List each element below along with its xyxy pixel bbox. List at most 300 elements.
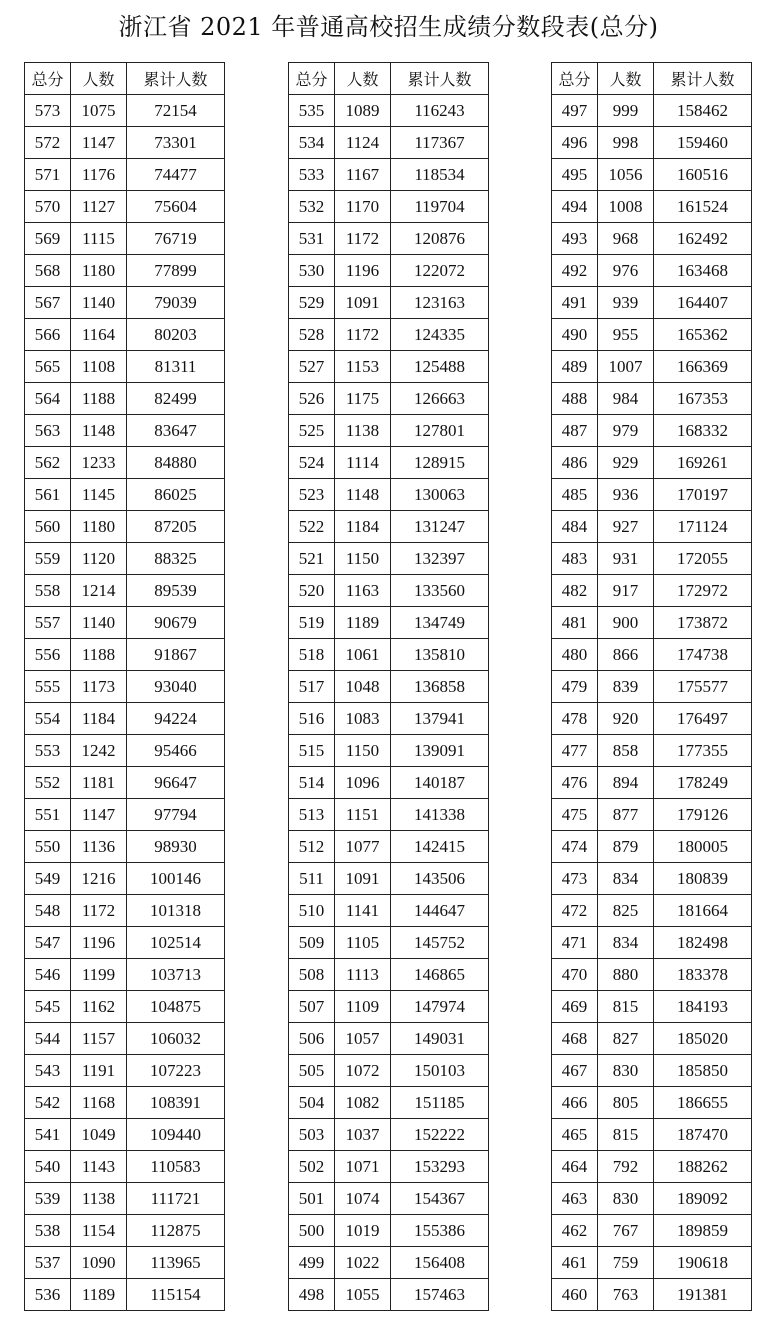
cumulative-cell: 79039 bbox=[127, 287, 225, 319]
score-cell: 570 bbox=[25, 191, 71, 223]
count-cell: 1147 bbox=[71, 127, 127, 159]
score-cell: 499 bbox=[289, 1247, 335, 1279]
score-cell: 477 bbox=[552, 735, 598, 767]
table-row bbox=[552, 1119, 752, 1151]
cumulative-cell: 163468 bbox=[654, 255, 752, 287]
cumulative-cell: 120876 bbox=[391, 223, 489, 255]
table-row bbox=[25, 1279, 225, 1311]
score-cell: 567 bbox=[25, 287, 71, 319]
table-row bbox=[289, 799, 489, 831]
score-cell: 505 bbox=[289, 1055, 335, 1087]
table-row bbox=[552, 1055, 752, 1087]
cumulative-cell: 123163 bbox=[391, 287, 489, 319]
count-cell: 1153 bbox=[335, 351, 391, 383]
count-cell: 763 bbox=[598, 1279, 654, 1311]
cumulative-cell: 187470 bbox=[654, 1119, 752, 1151]
cumulative-cell: 150103 bbox=[391, 1055, 489, 1087]
score-cell: 489 bbox=[552, 351, 598, 383]
score-cell: 496 bbox=[552, 127, 598, 159]
count-cell: 1148 bbox=[71, 415, 127, 447]
count-cell: 920 bbox=[598, 703, 654, 735]
score-cell: 556 bbox=[25, 639, 71, 671]
table-row bbox=[289, 479, 489, 511]
count-cell: 1172 bbox=[335, 319, 391, 351]
cumulative-cell: 125488 bbox=[391, 351, 489, 383]
header-count: 人数 bbox=[335, 63, 391, 95]
count-cell: 834 bbox=[598, 927, 654, 959]
count-cell: 815 bbox=[598, 1119, 654, 1151]
score-cell: 551 bbox=[25, 799, 71, 831]
score-cell: 501 bbox=[289, 1183, 335, 1215]
score-cell: 472 bbox=[552, 895, 598, 927]
table-row bbox=[25, 1055, 225, 1087]
score-cell: 560 bbox=[25, 511, 71, 543]
table-row bbox=[552, 735, 752, 767]
table-row bbox=[25, 575, 225, 607]
header-count: 人数 bbox=[598, 63, 654, 95]
score-cell: 573 bbox=[25, 95, 71, 127]
table-row bbox=[552, 895, 752, 927]
count-cell: 1072 bbox=[335, 1055, 391, 1087]
count-cell: 1090 bbox=[71, 1247, 127, 1279]
table-row bbox=[25, 447, 225, 479]
cumulative-cell: 176497 bbox=[654, 703, 752, 735]
cumulative-cell: 189859 bbox=[654, 1215, 752, 1247]
count-cell: 1077 bbox=[335, 831, 391, 863]
page-title: 浙江省 2021 年普通高校招生成绩分数段表(总分) bbox=[118, 13, 659, 41]
score-cell: 553 bbox=[25, 735, 71, 767]
cumulative-cell: 145752 bbox=[391, 927, 489, 959]
score-cell: 552 bbox=[25, 767, 71, 799]
table-row bbox=[25, 223, 225, 255]
cumulative-cell: 152222 bbox=[391, 1119, 489, 1151]
count-cell: 1150 bbox=[335, 735, 391, 767]
cumulative-cell: 132397 bbox=[391, 543, 489, 575]
score-cell: 543 bbox=[25, 1055, 71, 1087]
table-row bbox=[289, 831, 489, 863]
cumulative-cell: 140187 bbox=[391, 767, 489, 799]
count-cell: 984 bbox=[598, 383, 654, 415]
table-row bbox=[552, 863, 752, 895]
cumulative-cell: 82499 bbox=[127, 383, 225, 415]
table-row bbox=[289, 703, 489, 735]
table-row bbox=[289, 319, 489, 351]
score-cell: 534 bbox=[289, 127, 335, 159]
cumulative-cell: 179126 bbox=[654, 799, 752, 831]
score-cell: 548 bbox=[25, 895, 71, 927]
cumulative-cell: 185020 bbox=[654, 1023, 752, 1055]
score-cell: 490 bbox=[552, 319, 598, 351]
count-cell: 858 bbox=[598, 735, 654, 767]
cumulative-cell: 101318 bbox=[127, 895, 225, 927]
cumulative-cell: 90679 bbox=[127, 607, 225, 639]
count-cell: 1189 bbox=[335, 607, 391, 639]
score-cell: 550 bbox=[25, 831, 71, 863]
count-cell: 1136 bbox=[71, 831, 127, 863]
cumulative-cell: 109440 bbox=[127, 1119, 225, 1151]
score-cell: 506 bbox=[289, 1023, 335, 1055]
count-cell: 900 bbox=[598, 607, 654, 639]
score-cell: 510 bbox=[289, 895, 335, 927]
table-row bbox=[25, 607, 225, 639]
count-cell: 1008 bbox=[598, 191, 654, 223]
count-cell: 1199 bbox=[71, 959, 127, 991]
header-total-score: 总分 bbox=[289, 63, 335, 95]
table-row bbox=[289, 575, 489, 607]
cumulative-cell: 173872 bbox=[654, 607, 752, 639]
count-cell: 1049 bbox=[71, 1119, 127, 1151]
table-row bbox=[289, 895, 489, 927]
score-cell: 481 bbox=[552, 607, 598, 639]
count-cell: 955 bbox=[598, 319, 654, 351]
count-cell: 1181 bbox=[71, 767, 127, 799]
table-row bbox=[25, 255, 225, 287]
cumulative-cell: 159460 bbox=[654, 127, 752, 159]
score-cell: 492 bbox=[552, 255, 598, 287]
score-cell: 558 bbox=[25, 575, 71, 607]
cumulative-cell: 111721 bbox=[127, 1183, 225, 1215]
count-cell: 759 bbox=[598, 1247, 654, 1279]
score-cell: 544 bbox=[25, 1023, 71, 1055]
score-cell: 561 bbox=[25, 479, 71, 511]
cumulative-cell: 133560 bbox=[391, 575, 489, 607]
count-cell: 1109 bbox=[335, 991, 391, 1023]
table-row bbox=[289, 127, 489, 159]
score-cell: 563 bbox=[25, 415, 71, 447]
table-row bbox=[25, 1247, 225, 1279]
score-cell: 571 bbox=[25, 159, 71, 191]
count-cell: 1196 bbox=[335, 255, 391, 287]
header-count: 人数 bbox=[71, 63, 127, 95]
table-row bbox=[552, 1279, 752, 1311]
count-cell: 979 bbox=[598, 415, 654, 447]
count-cell: 1170 bbox=[335, 191, 391, 223]
count-cell: 792 bbox=[598, 1151, 654, 1183]
table-row bbox=[25, 127, 225, 159]
cumulative-cell: 174738 bbox=[654, 639, 752, 671]
table-row bbox=[289, 1151, 489, 1183]
count-cell: 1180 bbox=[71, 255, 127, 287]
count-cell: 1056 bbox=[598, 159, 654, 191]
score-cell: 473 bbox=[552, 863, 598, 895]
cumulative-cell: 128915 bbox=[391, 447, 489, 479]
count-cell: 1120 bbox=[71, 543, 127, 575]
score-cell: 482 bbox=[552, 575, 598, 607]
table-row bbox=[289, 959, 489, 991]
table-row bbox=[552, 927, 752, 959]
score-cell: 521 bbox=[289, 543, 335, 575]
count-cell: 1188 bbox=[71, 383, 127, 415]
score-cell: 529 bbox=[289, 287, 335, 319]
cumulative-cell: 73301 bbox=[127, 127, 225, 159]
count-cell: 1157 bbox=[71, 1023, 127, 1055]
cumulative-cell: 149031 bbox=[391, 1023, 489, 1055]
table-row bbox=[25, 159, 225, 191]
table-row bbox=[25, 415, 225, 447]
score-cell: 476 bbox=[552, 767, 598, 799]
table-row bbox=[552, 127, 752, 159]
score-cell: 540 bbox=[25, 1151, 71, 1183]
cumulative-cell: 153293 bbox=[391, 1151, 489, 1183]
count-cell: 1115 bbox=[71, 223, 127, 255]
count-cell: 1057 bbox=[335, 1023, 391, 1055]
cumulative-cell: 95466 bbox=[127, 735, 225, 767]
table-row bbox=[25, 959, 225, 991]
table-row bbox=[25, 351, 225, 383]
cumulative-cell: 186655 bbox=[654, 1087, 752, 1119]
table-row bbox=[552, 991, 752, 1023]
cumulative-cell: 177355 bbox=[654, 735, 752, 767]
table-row bbox=[552, 351, 752, 383]
count-cell: 1242 bbox=[71, 735, 127, 767]
table-row bbox=[25, 383, 225, 415]
cumulative-cell: 116243 bbox=[391, 95, 489, 127]
cumulative-cell: 102514 bbox=[127, 927, 225, 959]
score-cell: 495 bbox=[552, 159, 598, 191]
table-row bbox=[25, 1119, 225, 1151]
cumulative-cell: 136858 bbox=[391, 671, 489, 703]
table-row bbox=[552, 1087, 752, 1119]
cumulative-cell: 165362 bbox=[654, 319, 752, 351]
score-cell: 572 bbox=[25, 127, 71, 159]
cumulative-cell: 190618 bbox=[654, 1247, 752, 1279]
score-cell: 554 bbox=[25, 703, 71, 735]
cumulative-cell: 180839 bbox=[654, 863, 752, 895]
cumulative-cell: 113965 bbox=[127, 1247, 225, 1279]
table-row bbox=[25, 671, 225, 703]
score-cell: 491 bbox=[552, 287, 598, 319]
score-cell: 547 bbox=[25, 927, 71, 959]
cumulative-cell: 142415 bbox=[391, 831, 489, 863]
score-cell: 500 bbox=[289, 1215, 335, 1247]
count-cell: 1163 bbox=[335, 575, 391, 607]
score-cell: 509 bbox=[289, 927, 335, 959]
cumulative-cell: 94224 bbox=[127, 703, 225, 735]
count-cell: 1048 bbox=[335, 671, 391, 703]
score-cell: 537 bbox=[25, 1247, 71, 1279]
score-cell: 488 bbox=[552, 383, 598, 415]
score-cell: 484 bbox=[552, 511, 598, 543]
count-cell: 1214 bbox=[71, 575, 127, 607]
cumulative-cell: 91867 bbox=[127, 639, 225, 671]
score-cell: 466 bbox=[552, 1087, 598, 1119]
count-cell: 1105 bbox=[335, 927, 391, 959]
score-cell: 465 bbox=[552, 1119, 598, 1151]
table-row bbox=[552, 223, 752, 255]
table-row bbox=[552, 479, 752, 511]
cumulative-cell: 84880 bbox=[127, 447, 225, 479]
score-cell: 508 bbox=[289, 959, 335, 991]
table-row bbox=[289, 255, 489, 287]
count-cell: 1145 bbox=[71, 479, 127, 511]
cumulative-cell: 191381 bbox=[654, 1279, 752, 1311]
cumulative-cell: 162492 bbox=[654, 223, 752, 255]
cumulative-cell: 157463 bbox=[391, 1279, 489, 1311]
count-cell: 1167 bbox=[335, 159, 391, 191]
count-cell: 999 bbox=[598, 95, 654, 127]
count-cell: 1007 bbox=[598, 351, 654, 383]
table-row bbox=[289, 415, 489, 447]
table-row bbox=[25, 1087, 225, 1119]
cumulative-cell: 108391 bbox=[127, 1087, 225, 1119]
table-row bbox=[289, 95, 489, 127]
table-row bbox=[552, 383, 752, 415]
count-cell: 1168 bbox=[71, 1087, 127, 1119]
table-row bbox=[552, 671, 752, 703]
table-row bbox=[25, 1151, 225, 1183]
table-row bbox=[25, 511, 225, 543]
cumulative-cell: 81311 bbox=[127, 351, 225, 383]
table-row bbox=[289, 191, 489, 223]
cumulative-cell: 100146 bbox=[127, 863, 225, 895]
score-cell: 524 bbox=[289, 447, 335, 479]
cumulative-cell: 76719 bbox=[127, 223, 225, 255]
score-cell: 566 bbox=[25, 319, 71, 351]
score-cell: 536 bbox=[25, 1279, 71, 1311]
cumulative-cell: 160516 bbox=[654, 159, 752, 191]
score-cell: 504 bbox=[289, 1087, 335, 1119]
score-cell: 569 bbox=[25, 223, 71, 255]
cumulative-cell: 180005 bbox=[654, 831, 752, 863]
cumulative-cell: 130063 bbox=[391, 479, 489, 511]
table-row bbox=[289, 767, 489, 799]
count-cell: 1184 bbox=[335, 511, 391, 543]
count-cell: 1138 bbox=[335, 415, 391, 447]
cumulative-cell: 151185 bbox=[391, 1087, 489, 1119]
table-row bbox=[552, 1215, 752, 1247]
count-cell: 1172 bbox=[71, 895, 127, 927]
table-row bbox=[25, 191, 225, 223]
score-cell: 511 bbox=[289, 863, 335, 895]
score-cell: 528 bbox=[289, 319, 335, 351]
count-cell: 1037 bbox=[335, 1119, 391, 1151]
score-cell: 468 bbox=[552, 1023, 598, 1055]
score-cell: 462 bbox=[552, 1215, 598, 1247]
table-row bbox=[25, 991, 225, 1023]
score-cell: 532 bbox=[289, 191, 335, 223]
cumulative-cell: 103713 bbox=[127, 959, 225, 991]
cumulative-cell: 93040 bbox=[127, 671, 225, 703]
cumulative-cell: 141338 bbox=[391, 799, 489, 831]
table-row bbox=[25, 95, 225, 127]
table-row bbox=[289, 735, 489, 767]
count-cell: 839 bbox=[598, 671, 654, 703]
score-cell: 512 bbox=[289, 831, 335, 863]
count-cell: 1061 bbox=[335, 639, 391, 671]
table-row bbox=[289, 351, 489, 383]
cumulative-cell: 117367 bbox=[391, 127, 489, 159]
count-cell: 880 bbox=[598, 959, 654, 991]
cumulative-cell: 175577 bbox=[654, 671, 752, 703]
cumulative-cell: 83647 bbox=[127, 415, 225, 447]
score-cell: 475 bbox=[552, 799, 598, 831]
count-cell: 1175 bbox=[335, 383, 391, 415]
count-cell: 1148 bbox=[335, 479, 391, 511]
score-cell: 559 bbox=[25, 543, 71, 575]
cumulative-cell: 171124 bbox=[654, 511, 752, 543]
score-cell: 513 bbox=[289, 799, 335, 831]
count-cell: 1082 bbox=[335, 1087, 391, 1119]
count-cell: 1154 bbox=[71, 1215, 127, 1247]
count-cell: 815 bbox=[598, 991, 654, 1023]
table-row bbox=[552, 415, 752, 447]
cumulative-cell: 107223 bbox=[127, 1055, 225, 1087]
score-cell: 485 bbox=[552, 479, 598, 511]
table-row bbox=[289, 1215, 489, 1247]
cumulative-cell: 131247 bbox=[391, 511, 489, 543]
cumulative-cell: 122072 bbox=[391, 255, 489, 287]
cumulative-cell: 158462 bbox=[654, 95, 752, 127]
table-row bbox=[289, 543, 489, 575]
table-row bbox=[25, 927, 225, 959]
cumulative-cell: 135810 bbox=[391, 639, 489, 671]
score-cell: 467 bbox=[552, 1055, 598, 1087]
count-cell: 1140 bbox=[71, 287, 127, 319]
score-cell: 535 bbox=[289, 95, 335, 127]
count-cell: 830 bbox=[598, 1183, 654, 1215]
score-cell: 527 bbox=[289, 351, 335, 383]
count-cell: 1124 bbox=[335, 127, 391, 159]
count-cell: 1147 bbox=[71, 799, 127, 831]
table-row bbox=[552, 639, 752, 671]
cumulative-cell: 147974 bbox=[391, 991, 489, 1023]
score-cell: 522 bbox=[289, 511, 335, 543]
table-row bbox=[289, 1023, 489, 1055]
cumulative-cell: 154367 bbox=[391, 1183, 489, 1215]
table-row bbox=[552, 287, 752, 319]
score-cell: 557 bbox=[25, 607, 71, 639]
score-cell: 469 bbox=[552, 991, 598, 1023]
table-row bbox=[25, 1183, 225, 1215]
cumulative-cell: 127801 bbox=[391, 415, 489, 447]
count-cell: 830 bbox=[598, 1055, 654, 1087]
score-cell: 518 bbox=[289, 639, 335, 671]
table-row bbox=[25, 319, 225, 351]
score-cell: 526 bbox=[289, 383, 335, 415]
score-cell: 464 bbox=[552, 1151, 598, 1183]
cumulative-cell: 172972 bbox=[654, 575, 752, 607]
count-cell: 998 bbox=[598, 127, 654, 159]
table-row bbox=[289, 1279, 489, 1311]
cumulative-cell: 181664 bbox=[654, 895, 752, 927]
count-cell: 877 bbox=[598, 799, 654, 831]
score-cell: 474 bbox=[552, 831, 598, 863]
table-row bbox=[552, 607, 752, 639]
score-cell: 515 bbox=[289, 735, 335, 767]
table-row bbox=[552, 191, 752, 223]
cumulative-cell: 188262 bbox=[654, 1151, 752, 1183]
count-cell: 1108 bbox=[71, 351, 127, 383]
cumulative-cell: 98930 bbox=[127, 831, 225, 863]
cumulative-cell: 134749 bbox=[391, 607, 489, 639]
cumulative-cell: 172055 bbox=[654, 543, 752, 575]
count-cell: 931 bbox=[598, 543, 654, 575]
cumulative-cell: 155386 bbox=[391, 1215, 489, 1247]
cumulative-cell: 88325 bbox=[127, 543, 225, 575]
count-cell: 1089 bbox=[335, 95, 391, 127]
cumulative-cell: 137941 bbox=[391, 703, 489, 735]
cumulative-cell: 139091 bbox=[391, 735, 489, 767]
score-cell: 461 bbox=[552, 1247, 598, 1279]
score-cell: 539 bbox=[25, 1183, 71, 1215]
count-cell: 976 bbox=[598, 255, 654, 287]
table-row bbox=[25, 735, 225, 767]
score-cell: 519 bbox=[289, 607, 335, 639]
table-row bbox=[552, 799, 752, 831]
score-cell: 470 bbox=[552, 959, 598, 991]
count-cell: 936 bbox=[598, 479, 654, 511]
header-cumulative: 累计人数 bbox=[127, 63, 225, 95]
